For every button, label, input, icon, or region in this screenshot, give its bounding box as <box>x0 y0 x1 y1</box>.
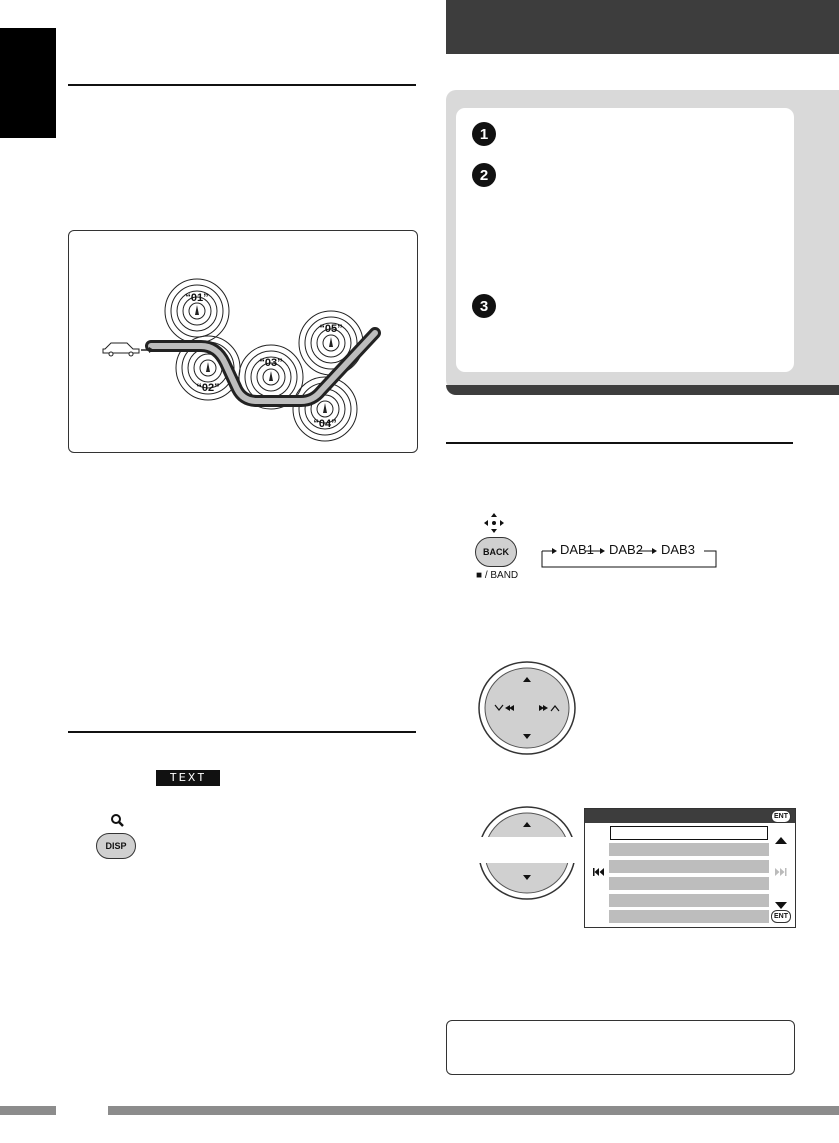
step-number-1: 1 <box>472 122 496 146</box>
car-icon <box>103 343 139 356</box>
section-rule-top <box>68 84 416 86</box>
coverage-diagram <box>68 230 418 453</box>
list-row[interactable] <box>609 877 769 890</box>
list-header <box>585 809 795 823</box>
station-label-01: “01” <box>185 292 209 304</box>
station-label-02: “02” <box>196 382 220 394</box>
step-number-2: 2 <box>472 163 496 187</box>
back-button[interactable]: BACK <box>475 537 517 567</box>
scroll-up-icon[interactable] <box>775 831 787 849</box>
language-tab <box>0 28 56 138</box>
prev-page-icon[interactable] <box>593 863 605 881</box>
text-indicator: TEXT <box>156 770 220 786</box>
band-dab3: DAB3 <box>661 542 695 557</box>
band-label: ■ / BAND <box>476 570 519 581</box>
list-row[interactable] <box>609 894 769 907</box>
list-row[interactable] <box>609 843 769 856</box>
list-row[interactable] <box>609 910 769 923</box>
section-rule-band <box>446 442 793 444</box>
band-dab2: DAB2 <box>609 542 643 557</box>
control-dial-list[interactable] <box>477 805 577 901</box>
ent-badge-bottom: ENT <box>771 910 791 923</box>
control-dial[interactable] <box>477 660 577 756</box>
disp-button[interactable]: DISP <box>96 833 136 859</box>
search-icon <box>110 813 124 827</box>
station-label-03: “03” <box>259 357 283 369</box>
band-dab1: DAB1 <box>560 542 594 557</box>
station-label-04: “04” <box>313 418 337 430</box>
coverage-illustration <box>69 231 417 452</box>
steps-panel-shadow <box>446 385 839 395</box>
station-label-05: “05” <box>319 323 343 335</box>
footer-bar-left <box>0 1106 56 1115</box>
list-row-selected[interactable] <box>610 826 768 840</box>
steps-panel <box>456 108 794 372</box>
service-list-screen <box>584 808 796 928</box>
note-box <box>446 1020 795 1075</box>
footer-bar-right <box>108 1106 839 1115</box>
step-number-3: 3 <box>472 294 496 318</box>
next-page-icon[interactable] <box>775 863 787 881</box>
ent-badge-top: ENT <box>771 810 791 823</box>
section-rule-text <box>68 731 416 733</box>
joystick-icon <box>481 512 507 534</box>
section-header-bar <box>446 0 839 54</box>
list-row[interactable] <box>609 860 769 873</box>
